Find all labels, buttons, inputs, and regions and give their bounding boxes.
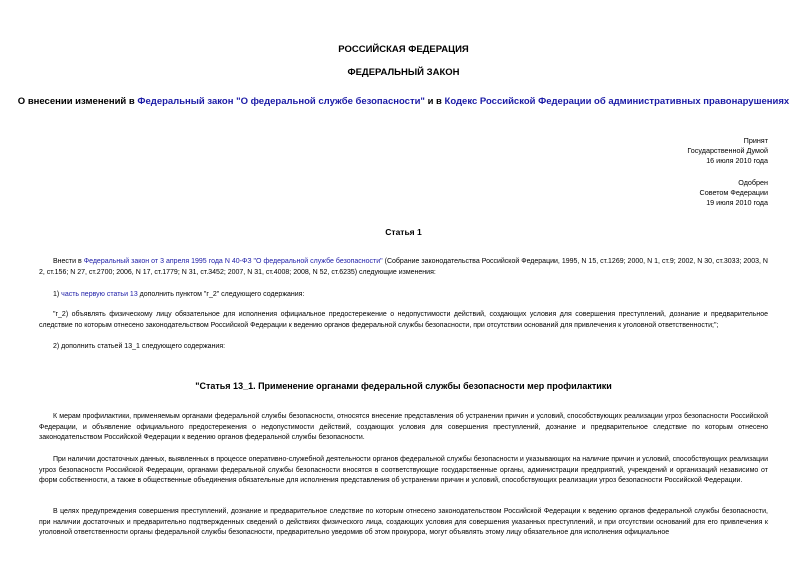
article-13-1-para-1: К мерам профилактики, применяемым органами федеральной службы безопасности, относятся внесение представления об устранении причин и условий, способствующих реализации угроз безопасности Российской Федерации, и объявление официального предостережения о недопустимости действий, создающих условия для совершения преступлений, дознание и предварительное следствие по которым отнесено законодательством Российской Федерации к ведению органов федеральной службы безопасности. bbox=[39, 413, 768, 441]
item-1 bbox=[39, 290, 768, 301]
approved-date: 19 июля 2010 года bbox=[706, 198, 768, 207]
item-1-prefix: 1) bbox=[53, 291, 62, 298]
fsb-law-link[interactable]: Федеральный закон "О федеральной службе безопасности" bbox=[137, 96, 425, 107]
intro-rest: (Собрание законодательства Российской Федерации, 1995, N 15, ст.1269; 2000, N 1, ст.9; 2002, N 30, ст.3033; 2003, N 2, ст.156; N 27, ст.2700; 2006, N 17, ст.1779; N 31, ст.3452; 2007, N 31, ст.4008; 2008, N 52, ст.6235) следующие изменения: bbox=[39, 258, 768, 276]
adopted-by-line: Государственной Думой bbox=[687, 146, 768, 155]
article-13-1-para-3: В целях предупреждения совершения преступлений, дознание и предварительное следствие по которым отнесено законодательством Российской Федерации к ведению органов федеральной службы безопасности, при наличии достаточных и предварительно подтвержденных сведений о действиях физического лица, создающих условия для совершения указанных преступлений, и при отсутствии оснований для его привлечения к уголовной ответственности органы федеральной службы безопасности, предварительно уведомив об этом прокурора, могут объявлять этому лицу обязательное для исполнения официальное bbox=[39, 508, 768, 536]
adopted-line: Принят bbox=[743, 136, 768, 145]
quote-g2: "г_2) объявлять физическому лицу обязательное для исполнения официальное предостережение о недопустимости действий, создающих условия для совершения преступлений, дознание и предварительное следствие по которым отнесено законодательством Российской Федерации к ведению органов федеральной службы безопасности, при отсутствии оснований для привлечения к уголовной ответственности;"; bbox=[39, 311, 768, 329]
item-1-rest: дополнить пунктом "г_2" следующего содержания: bbox=[137, 291, 305, 298]
approved-by-line: Советом Федерации bbox=[699, 188, 768, 197]
article-1-heading: Статья 1 bbox=[385, 227, 422, 237]
article-1-intro bbox=[39, 257, 768, 278]
article-13-1-heading: "Статья 13_1. Применение органами федеральной службы безопасности мер профилактики bbox=[195, 381, 612, 391]
approved-line: Одобрен bbox=[738, 178, 768, 187]
title-text-1: О внесении изменений в bbox=[17, 96, 138, 107]
admin-code-link[interactable]: Кодекс Российской Федерации об административных правонарушениях bbox=[444, 96, 790, 107]
adopted-date: 16 июля 2010 года bbox=[706, 156, 768, 165]
article-13-part-1-link[interactable]: часть первую статьи 13 bbox=[61, 291, 138, 298]
intro-prefix: Внести в bbox=[53, 258, 84, 265]
title-text-2: и в bbox=[424, 96, 445, 107]
article-13-1-para-2: При наличии достаточных данных, выявленных в процессе оперативно-служебной деятельности органов федеральной службы безопасности и указывающих на наличие причин и условий, способствующих реализации угроз безопасности Российской Федерации, органами федеральной службы безопасности вносятся в соответствующие государственные органы, администрации предприятий, учреждений и организаций независимо от форм собственности, а также в общественные объединения обязательные для исполнения представления об устранении причин и условий, способствующих реализации угроз безопасности Российской Федерации. bbox=[39, 456, 768, 484]
doc-type-heading: ФЕДЕРАЛЬНЫЙ ЗАКОН bbox=[347, 67, 460, 78]
fsb-law-1995-link[interactable]: Федеральный закон от 3 апреля 1995 года N 40-ФЗ "О федеральной службе безопасности" bbox=[83, 258, 383, 265]
adopted-block bbox=[687, 136, 768, 166]
approved-block bbox=[700, 178, 768, 208]
item-2: 2) дополнить статьей 13_1 следующего содержания: bbox=[53, 343, 226, 350]
country-heading: РОССИЙСКАЯ ФЕДЕРАЦИЯ bbox=[338, 44, 469, 55]
law-title bbox=[0, 96, 807, 107]
